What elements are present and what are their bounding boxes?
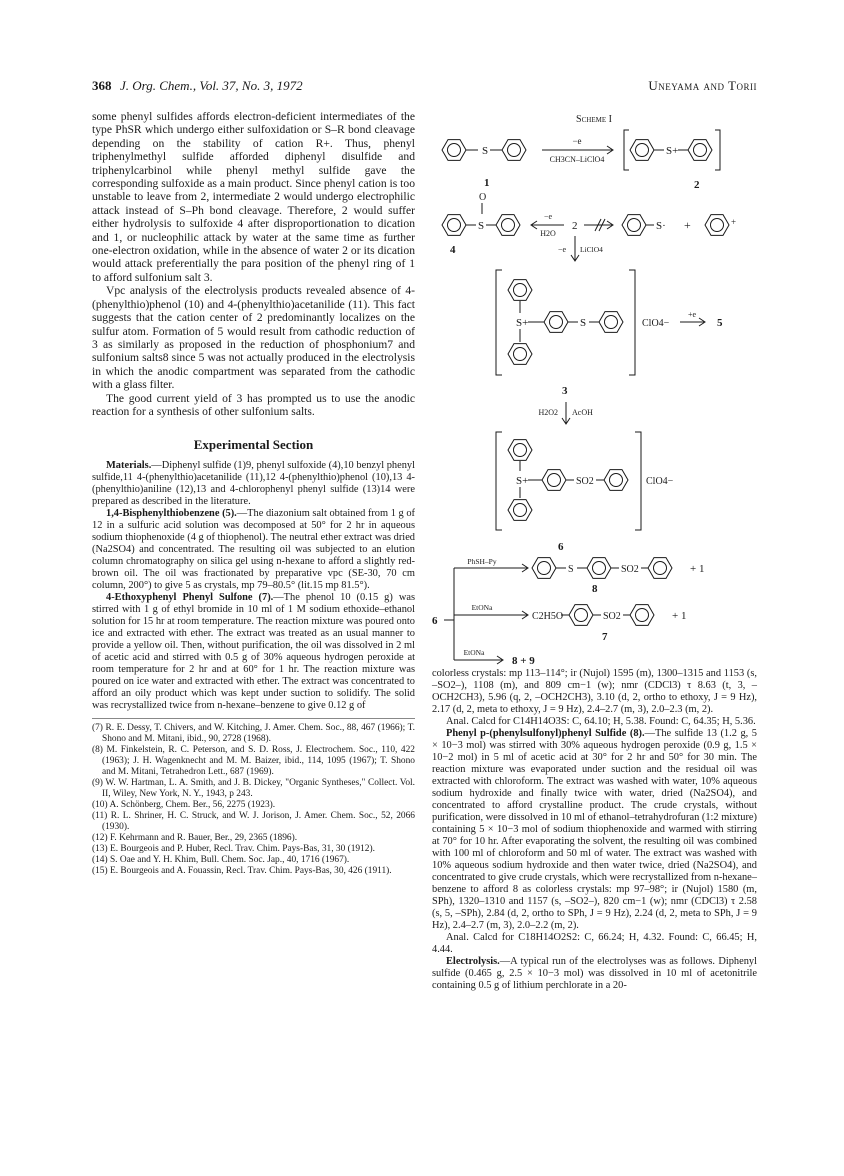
- paragraph-body: —A typical run of the electrolyses was as follows. Diphenyl sulfide (0.465 g, 2.5 × 10−3 mol) was dissolved in 10 ml of acetonitrile containing 0.5 g of lithium perchlorate in a 20-: [432, 956, 757, 991]
- reference: (15) E. Bourgeois and A. Fouassin, Recl. Trav. Chim. Pays-Bas, 30, 426 (1911).: [92, 865, 392, 876]
- arrow-label-oxidation: −e: [572, 136, 582, 146]
- paragraph: colorless crystals: mp 113–114°; ir (Nujol) 1595 (m), 1300–1315 and 1153 (s, –SO2–), 1108 (m), and 809 cm−1 (w); nmr (CDCl3) τ 8.63 (t, 3, –OCH2CH3), 5.96 (q, 2, –OCH2CH3), 3.10 (d, 2, ortho to ethoxy, J = 9 Hz), 2.17 (d, 2, meta to ethoxy, J = 9 Hz), 2.4–2.7 (m, 3), 2.0–2.3 (m, 2).: [432, 668, 757, 715]
- right-column: [432, 668, 757, 992]
- experimental-paragraph: [92, 592, 415, 712]
- paragraph-body: —The diazonium salt obtained from 1 g of 12 in a sulfuric acid solution was decomposed at 50° for 2 hr in aqueous sodium thiophenoxide (4 g of thiophenol). The neutral ether extract was dried (Na2SO4) and concentrated. The resulting oil was subjected to an elution column chromatography on silica gel using n-hexane to afford a slightly red-brown oil. The oil was fractionated by preparative vpc (SE-30, 70 cm column, 200°) to give 5 as crystals, mp 79–80.5° (lit.15 mp 81.5°).: [92, 507, 415, 591]
- arrow-label-h2o2: H2O2: [538, 408, 558, 417]
- section-title: Experimental Section: [193, 437, 314, 453]
- paragraph: The good current yield of 3 has prompted us to use the anodic reaction for a synthesis of other sulfonium salts.: [92, 391, 415, 418]
- arrow-label-h2o: H2O: [540, 229, 556, 238]
- reference: (9) W. W. Hartman, L. A. Smith, and J. B. Dickey, "Organic Syntheses," Collect. Vol. II, Wiley, New York, N. Y., 1943, p 243.: [92, 777, 415, 799]
- reference: (8) M. Finkelstein, R. C. Peterson, and S. D. Ross, J. Electrochem. Soc., 110, 422 (1963); J. H. Wagenknecht and M. M. Baizer, ibid., 114, 1095 (1967); T. Shono and M. Mitani, Tetrahedron Lett., 687 (1969).: [92, 744, 415, 777]
- footnotes: [92, 718, 415, 877]
- arrow-label-e-down: −e: [557, 245, 566, 254]
- paragraph: some phenyl sulfides affords electron-deficient intermediates of the type PhSR which undergo either sulfoxidation or S–R bond cleavage depending on the stability of cation R+. Thus, phenyl triphenylmethyl sulfide afforded diphenyl disulfide and triphenylcarbinol while phenyl methyl sulfide gave the corresponding sulfoxide as a main product. Since phenyl cation is too unstable to leave from 2, intermediate 2 would undergo electrophilic attack instead of S–Ph bond cleavage. Therefore, 2 would suffer either hydrolysis to sulfoxide 4 after disproportionation to dication and 1, or nucleophilic attack by water at the same time as further one-electron oxidation, while in the absence of water 2 or its dication would attack preferentially the para position of the phenyl ring of 1 to afford sulfonium salt 3.: [92, 110, 415, 284]
- thiyl-radical: S·: [656, 220, 666, 232]
- compound-label-6: 6: [558, 541, 564, 553]
- atom-s: S: [568, 564, 574, 575]
- experimental-paragraph: [92, 508, 415, 592]
- paragraph-body: —The phenol 10 (0.15 g) was stirred with 1 g of ethyl bromide in 10 ml of 1 M sodium ethoxide–ethanol solution for 15 hr at room temperature. The reaction mixture was poured onto ice and extracted with ether. The extract was treated as an usual manner to provide a yellow oil. Then, without purification, the oil was dissolved in 2 ml of acetic acid and stirred with 0.5 g of 30% aqueous hydrogen peroxide at room temperature for 2 hr and at 60° for 1 hr. The reaction mixture was poured on ice water and extracted with ether. The extract was concentrated to afford an oily product which was kept under suction to solidify. The solid was recrystallized twice from n-hexane–benzene to give 0.12 g of: [92, 591, 415, 711]
- cation-charge: +: [731, 217, 737, 227]
- atom-s-plus: S+: [666, 145, 679, 157]
- reagent-etona: EtONa: [471, 603, 493, 612]
- reference: (13) E. Bourgeois and P. Huber, Recl. Trav. Chim. Pays-Bas, 31, 30 (1912).: [92, 843, 375, 854]
- paragraph-head: 4-Ethoxyphenyl Phenyl Sulfone (7).: [106, 591, 274, 603]
- reagent-phsh-py: PhSH–Py: [467, 557, 497, 566]
- perchlorate: ClO4−: [646, 476, 674, 487]
- atom-s: S: [478, 220, 485, 232]
- journal-citation: J. Org. Chem., Vol. 37, No. 3, 1972: [120, 78, 303, 93]
- reaction-scheme: [432, 110, 757, 665]
- reference: (10) A. Schönberg, Chem. Ber., 56, 2275 (1923).: [92, 799, 276, 810]
- experimental-paragraph: [432, 728, 757, 932]
- scheme-title: Scheme I: [576, 114, 612, 125]
- atom-s: S: [482, 145, 489, 157]
- paragraph-head: Materials.: [106, 459, 152, 471]
- paragraph-head: 1,4-Bisphenylthiobenzene (5).: [106, 507, 237, 519]
- intermediate-2: 2: [572, 220, 578, 232]
- compound-label-4: 4: [450, 244, 456, 256]
- arrow-label-conditions: CH3CN–LiClO4: [549, 155, 605, 164]
- compound-label-2: 2: [694, 179, 700, 191]
- arrow-label-e: −e: [543, 212, 553, 221]
- compound-label-7: 7: [602, 631, 608, 643]
- sulfonyl: SO2: [621, 564, 639, 575]
- paragraph-body: —Diphenyl sulfide (1)9, phenyl sulfoxide (4),10 benzyl phenyl sulfide,11 4-(phenylthio)acetanilide (11),12 4-(phenylthio)phenol (10),13 4-(phenylthio)aniline (12),13 and 4-chlorophenyl phenyl sulfide (13)14 were prepared as described in the literature.: [92, 459, 415, 507]
- arrow-label-plus-e: +e: [687, 310, 697, 319]
- sulfonium-s: S+: [516, 475, 529, 487]
- ethoxy-group: C2H5O: [532, 611, 564, 622]
- compound-label-3: 3: [562, 385, 568, 397]
- left-column: [92, 110, 415, 877]
- paragraph: Vpc analysis of the electrolysis products revealed absence of 4-(phenylthio)phenol (10) and 4-(phenylthio)acetanilide (11). This fact suggests that the cation center of 2 predominantly localizes on the sulfur atom. Formation of 5 would result from cathodic reduction of 3 as similarly as proposed in the reduction of phosphonium7 and sulfonium salts8 since 5 was not actually produced in the electrolysis in which the anodic compartment was separated from the cathodic with a glass filter.: [92, 284, 415, 392]
- sulfonium-s: S+: [516, 317, 529, 329]
- experimental-paragraph: [432, 956, 757, 992]
- analysis: Anal. Calcd for C18H14O2S2: C, 66.24; H, 4.32. Found: C, 66.45; H, 4.44.: [432, 932, 757, 955]
- reagent-etona-2: EtONa: [463, 648, 485, 657]
- compound-label-5: 5: [717, 317, 723, 329]
- paragraph-body: —The sulfide 13 (1.2 g, 5 × 10−3 mol) was stirred with 30% aqueous hydrogen peroxide (0.9 g, 1.5 × 10−2 mol) in 5 ml of acetic acid at 30° for 2 hr and 50° for 30 min. The reaction mixture was evaporated under suction and the residual oil was extracted with chloroform. The extract was washed with water, 10% aqueous sodium hydroxide and finally twice with water, dried (Na2SO4), and concentrated to afford crystalline product. The crude crystals, without purification, were dissolved in 10 ml of ethanol–tetrahydrofuran (1:2 mixture) containing 5 × 10−3 mol of sodium thiophenoxide and warmed with stirring at 70° for 10 hr. After evaporating the solvent, the resulting oil was combined with 100 ml of chloroform and 50 ml of water. The extract was washed with 10% aqueous sodium hydroxide and then water twice, dried (Na2SO4), and concentrated to give crude crystals, which were recrystallized from n-hexane–benzene to afford 8 as colorless crystals: mp 97–98°; ir (Nujol) 1580 (m, SPh), 1320–1310 and 1157 (s, –SO2–), 820 cm−1 (w); nmr (CDCl3) τ 2.58 (s, 5, –SPh), 2.84 (d, 2, ortho to SPh, J = 9 Hz), 2.24 (d, 2, meta to SPh, J = 9 Hz), 2.4–2.7 (m, 3), 2.0–2.2 (m, 2).: [432, 728, 757, 931]
- compound-label-8: 8: [592, 583, 598, 595]
- reference: (14) S. Oae and Y. H. Khim, Bull. Chem. Soc. Jap., 40, 1716 (1967).: [92, 854, 350, 865]
- page-number: 368: [92, 78, 112, 93]
- plus-one: + 1: [690, 563, 705, 575]
- atom-s: S: [580, 317, 587, 329]
- products-8-9: 8 + 9: [512, 655, 535, 665]
- reference: (12) F. Kehrmann and R. Bauer, Ber., 29, 2365 (1896).: [92, 832, 298, 843]
- plus-sign: +: [684, 218, 691, 232]
- running-header: [92, 78, 757, 94]
- atom-oxygen: O: [479, 192, 487, 203]
- plus-one: + 1: [672, 610, 687, 622]
- sulfonyl: SO2: [603, 611, 621, 622]
- compound-label-6-start: 6: [432, 615, 438, 627]
- reference: (7) R. E. Dessy, T. Chivers, and W. Kitching, J. Amer. Chem. Soc., 88, 467 (1966); T. Shono and M. Mitani, ibid., 90, 2728 (1968).: [92, 722, 415, 744]
- analysis: Anal. Calcd for C14H14O3S: C, 64.10; H, 5.38. Found: C, 64.35; H, 5.36.: [446, 716, 756, 727]
- paragraph-head: Electrolysis.: [446, 956, 500, 967]
- running-authors: Uneyama and Torii: [648, 78, 757, 93]
- reference: (11) R. L. Shriner, H. C. Struck, and W. J. Jorison, J. Amer. Chem. Soc., 52, 2066 (1930).: [92, 810, 415, 832]
- arrow-label-acoh: AcOH: [572, 408, 593, 417]
- arrow-label-liclo4: LiClO4: [580, 245, 603, 254]
- sulfonyl: SO2: [576, 476, 594, 487]
- perchlorate: ClO4−: [642, 318, 670, 329]
- paragraph-head: Phenyl p-(phenylsulfonyl)phenyl Sulfide (8).: [446, 728, 645, 739]
- experimental-paragraph: [92, 460, 415, 508]
- compound-label-1: 1: [484, 177, 490, 189]
